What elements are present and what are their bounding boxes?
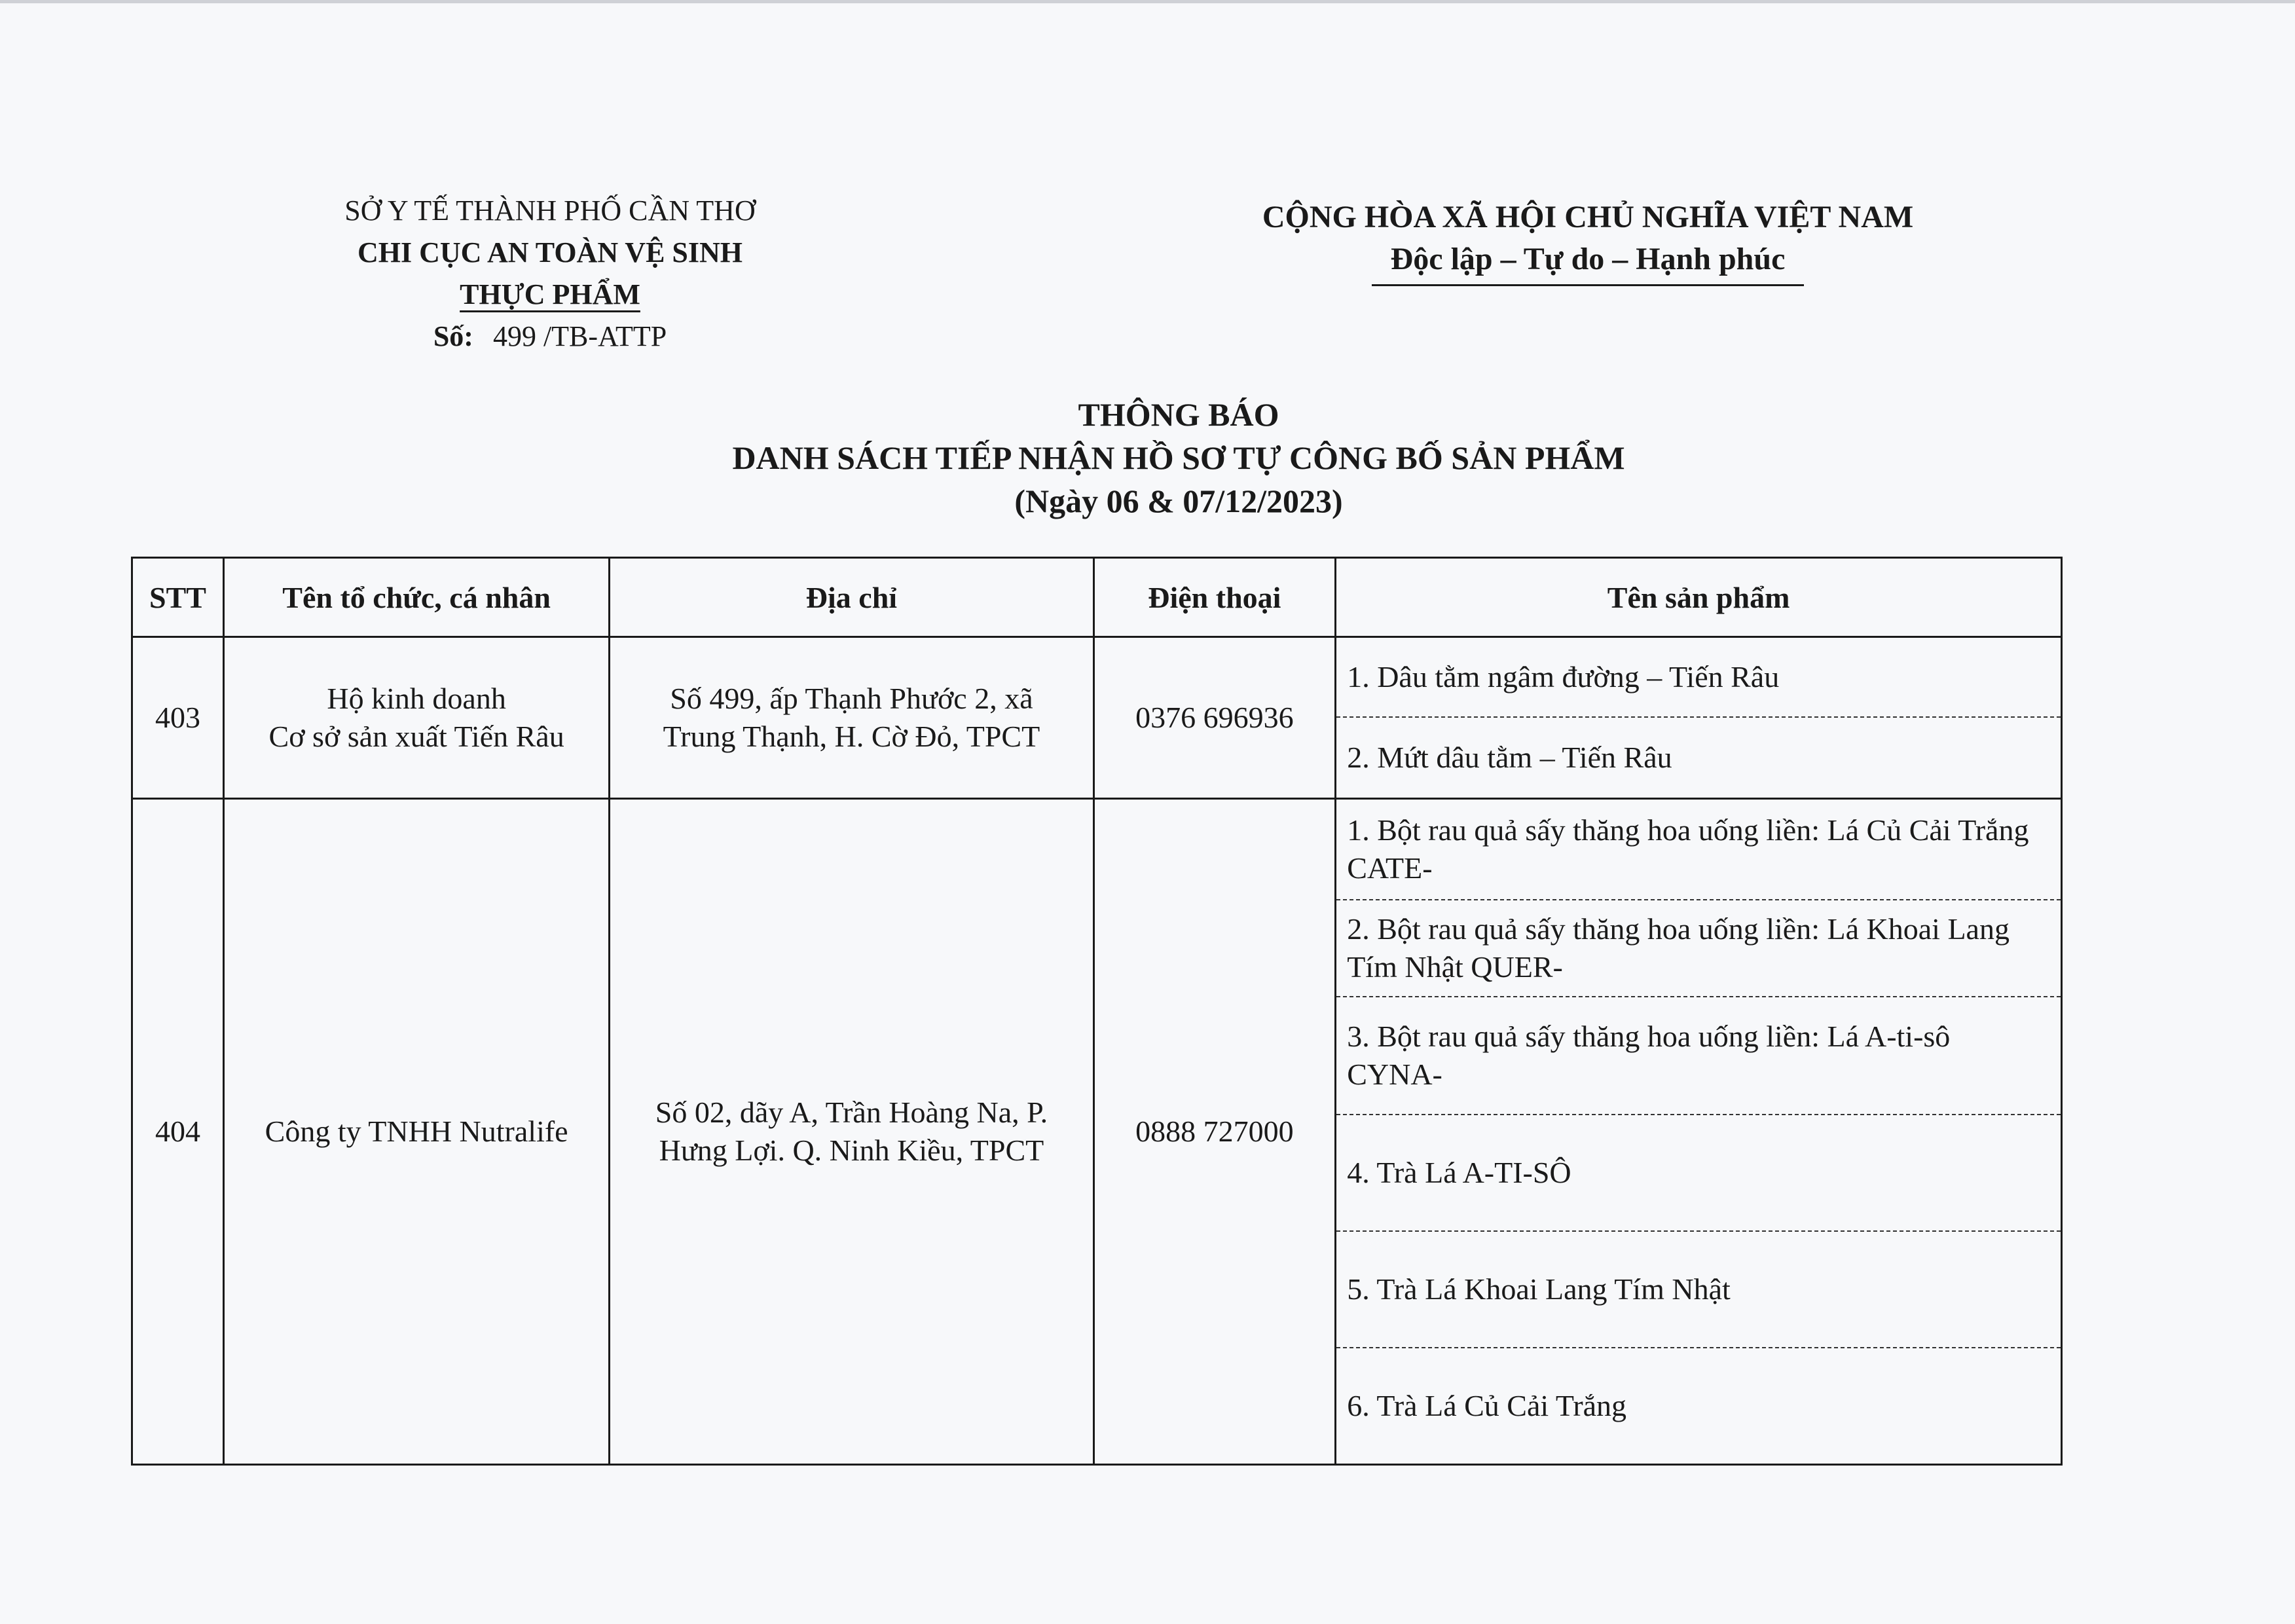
- product-item: 1. Dâu tằm ngâm đường – Tiến Râu: [1336, 638, 2061, 718]
- document-number-value: 499 /TB-ATTP: [492, 320, 667, 352]
- country-name: CỘNG HÒA XÃ HỘI CHỦ NGHĨA VIỆT NAM: [1262, 200, 1914, 234]
- product-item: 4. Trà Lá A-TI-SÔ: [1336, 1115, 2061, 1232]
- product-item: 5. Trà Lá Khoai Lang Tím Nhật: [1336, 1232, 2061, 1348]
- org-line: Công ty TNHH Nutralife: [265, 1115, 568, 1148]
- motto-underline: [1372, 284, 1804, 286]
- table-row: [132, 799, 2062, 1465]
- row-phone: 0888 727000: [1093, 799, 1336, 1465]
- row-organization: [223, 799, 609, 1465]
- org-line: Cơ sở sản xuất Tiến Râu: [268, 720, 564, 753]
- org-line: Hộ kinh doanh: [327, 682, 506, 715]
- address-line: Số 02, dãy A, Trần Hoàng Na, P.: [655, 1096, 1048, 1129]
- agency-parent: SỞ Y TẾ THÀNH PHỐ CẦN THƠ: [344, 194, 756, 227]
- product-item: 2. Mứt dâu tằm – Tiến Râu: [1347, 741, 1672, 774]
- address-line: Hưng Lợi. Q. Ninh Kiều, TPCT: [659, 1134, 1044, 1167]
- row-organization: [223, 637, 609, 799]
- table-header-row: [132, 558, 2062, 637]
- row-products: [1336, 637, 2062, 799]
- header-phone: Điện thoại: [1093, 558, 1336, 637]
- header-stt: STT: [132, 558, 224, 637]
- document-number-label: Số:: [433, 320, 473, 352]
- row-products: [1336, 799, 2062, 1465]
- registration-table: [131, 557, 2063, 1466]
- agency-name-line2: THỰC PHẨM: [460, 278, 640, 310]
- product-item: 2. Bột rau quả sấy thăng hoa uống liền: Lá Khoai Lang Tím Nhật QUER-: [1336, 900, 2061, 997]
- row-stt: 403: [132, 637, 224, 799]
- product-item: 3. Bột rau quả sấy thăng hoa uống liền: Lá A-ti-sô CYNA-: [1336, 997, 2061, 1115]
- header-organization: Tên tổ chức, cá nhân: [223, 558, 609, 637]
- scan-edge: [0, 0, 2295, 3]
- document-title: [557, 393, 1801, 523]
- document-number: [210, 316, 890, 358]
- row-phone: 0376 696936: [1093, 637, 1336, 799]
- table-row: [132, 637, 2062, 799]
- title-line-2: DANH SÁCH TIẾP NHẬN HỒ SƠ TỰ CÔNG BỐ SẢN PHẨM: [732, 439, 1625, 476]
- national-header: [1231, 196, 1945, 286]
- product-item: 1. Bột rau quả sấy thăng hoa uống liền: Lá Củ Cải Trắng CATE-: [1336, 800, 2061, 900]
- header-product: Tên sản phẩm: [1336, 558, 2062, 637]
- product-item: 6. Trà Lá Củ Cải Trắng: [1347, 1389, 1627, 1422]
- header-address: Địa chỉ: [610, 558, 1093, 637]
- row-stt: 404: [132, 799, 224, 1465]
- title-date: (Ngày 06 & 07/12/2023): [1014, 483, 1343, 519]
- address-line: Trung Thạnh, H. Cờ Đỏ, TPCT: [663, 720, 1040, 753]
- agency-name-line1: CHI CỤC AN TOÀN VỆ SINH: [357, 236, 743, 268]
- motto: Độc lập – Tự do – Hạnh phúc: [1390, 242, 1786, 276]
- address-line: Số 499, ấp Thạnh Phước 2, xã: [670, 682, 1033, 715]
- row-address: [610, 799, 1093, 1465]
- title-line-1: THÔNG BÁO: [1078, 396, 1279, 433]
- row-address: [610, 637, 1093, 799]
- issuing-agency: [210, 190, 890, 358]
